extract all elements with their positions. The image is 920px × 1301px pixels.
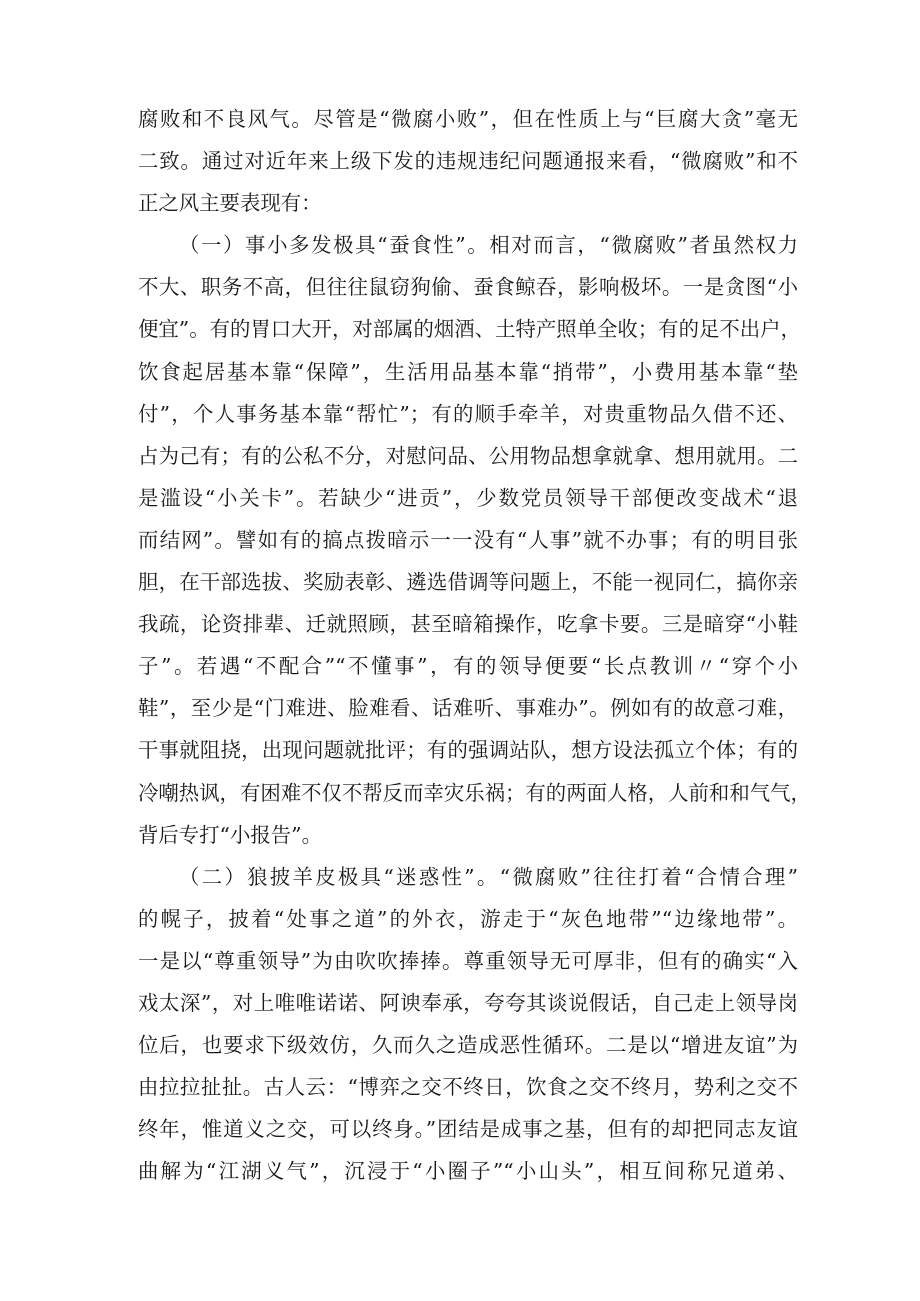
text-line: 一是以“尊重领导”为由吹吹捧捧。尊重领导无可厚非，但有的确实“入 [138, 948, 798, 973]
text-line: 位后，也要求下级效仿，久而久之造成恶性循环。二是以“增进友谊”为 [138, 1033, 798, 1058]
text-line: 饮食起居基本靠“保障”，生活用品基本靠“捎带”，小费用基本靠“垫 [138, 359, 798, 384]
text-line: 戏太深”，对上唯唯诺诺、阿谀奉承，夸夸其谈说假话，自己走上领导岗 [138, 990, 798, 1015]
text-line: 背后专打“小报告”。 [138, 822, 322, 847]
text-line: 由拉拉扯扯。古人云：“博弈之交不终日，饮食之交不终月，势利之交不 [138, 1075, 798, 1100]
text-line: 付”，个人事务基本靠“帮忙”；有的顺手牵羊，对贵重物品久借不还、 [138, 401, 798, 426]
text-line: 占为己有；有的公私不分，对慰问品、公用物品想拿就拿、想用就用。二 [138, 443, 798, 468]
text-line: 干事就阻挠，出现问题就批评；有的强调站队，想方设法孤立个体；有的 [138, 738, 798, 763]
text-line: 腐败和不良风气。尽管是“微腐小败”，但在性质上与“巨腐大贪”毫无 [138, 107, 798, 131]
text-line: 鞋”，至少是“门难进、脸难看、话难听、事难办”。例如有的故意刁难， [138, 696, 798, 721]
text-line: 的幌子，披着“处事之道”的外衣，游走于“灰色地带”“边缘地带”。 [138, 906, 798, 931]
text-line: 正之风主要表现有： [138, 191, 322, 216]
text-line: 冷嘲热讽，有困难不仅不帮反而幸灾乐祸；有的两面人格，人前和和气气， [138, 780, 811, 805]
text-line: 子”。若遇“不配合”“不懂事”，有的领导便要“长点教训〃“穿个小 [138, 654, 798, 679]
text-line: 而结网”。譬如有的搞点拨暗示一一没有“人事”就不办事；有的明目张 [138, 527, 798, 552]
text-line: 我疏，论资排辈、迁就照顾，甚至暗箱操作，吃拿卡要。三是暗穿“小鞋 [138, 612, 798, 637]
text-line: 便宜”。有的胃口大开，对部属的烟酒、土特产照单全收；有的足不出户， [138, 317, 801, 342]
text-line: 二致。通过对近年来上级下发的违规违纪问题通报来看，“微腐败”和不 [138, 149, 798, 174]
text-line: 是滥设“小关卡”。若缺少“进贡”，少数党员领导干部便改变战术“退 [138, 485, 798, 510]
text-line: 终年，惟道义之交，可以终身。”团结是成事之基，但有的却把同志友谊 [138, 1117, 798, 1142]
text-line: 曲解为“江湖义气”，沉浸于“小圈子”“小山头”，相互间称兄道弟、 [138, 1159, 798, 1184]
text-line: （一）事小多发极具“蚕食性”。相对而言，“微腐败”者虽然权力 [179, 233, 798, 258]
text-line: （二）狼披羊皮极具“迷惑性”。“微腐败”往往打着“合情合理” [179, 864, 798, 889]
text-line: 不大、职务不高，但往往鼠窃狗偷、蚕食鲸吞，影响极坏。一是贪图“小 [138, 275, 798, 300]
body-text [138, 98, 811, 1192]
text-line: 胆，在干部选拔、奖励表彰、遴选借调等问题上，不能一视同仁，搞你亲 [138, 570, 798, 595]
